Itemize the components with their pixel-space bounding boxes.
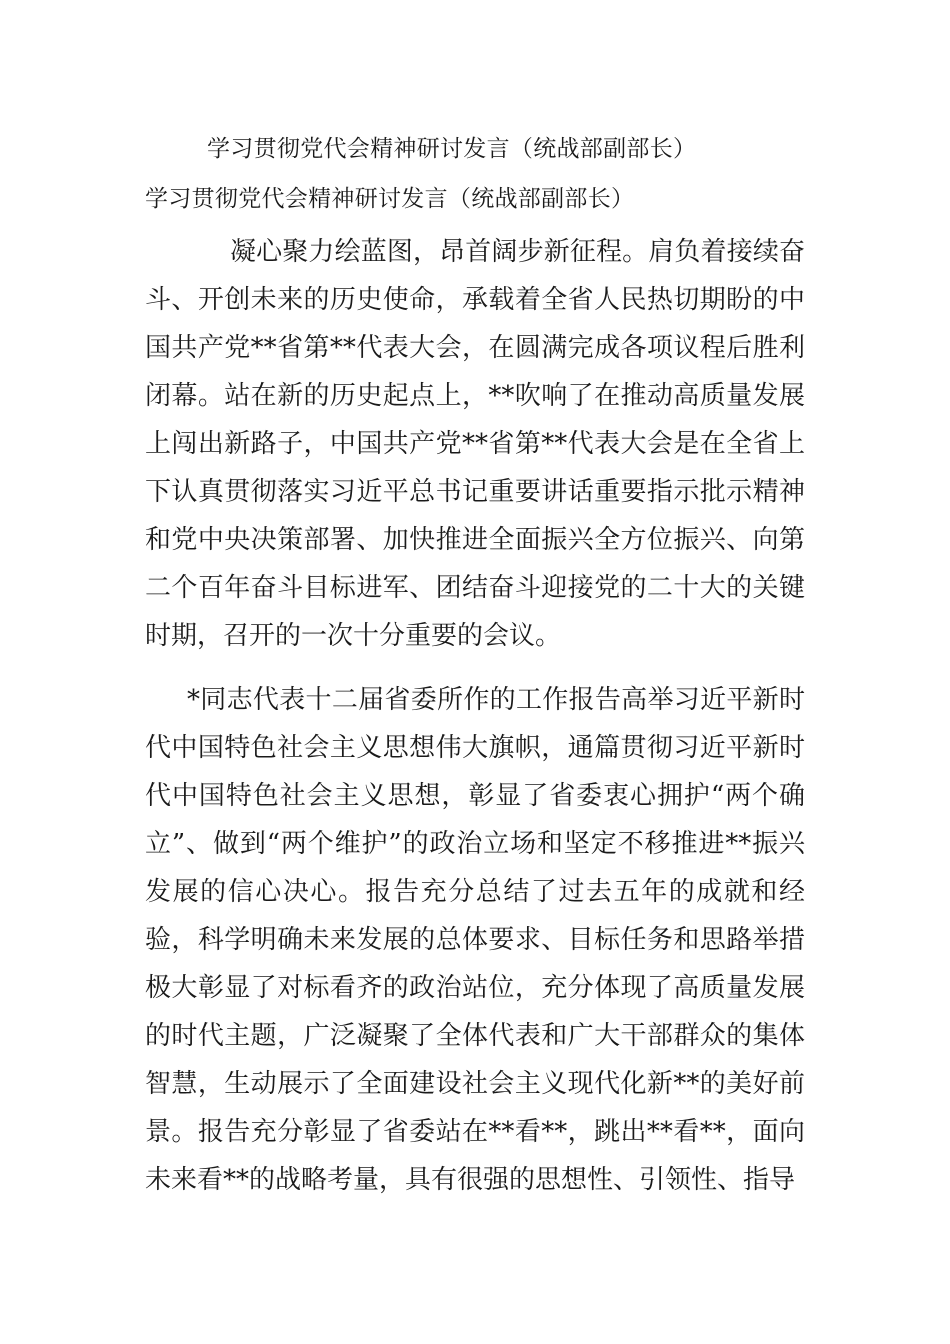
body-paragraph-1: 凝心聚力绘蓝图，昂首阔步新征程。肩负着接续奋斗、开创未来的历史使命，承载着全省人民热切期盼的中国共产党**省第**代表大会，在圆满完成各项议程后胜利闭幕。站在新的历史起点上，**吹响了在推动高质量发展上闯出新路子，中国共产党**省第**代表大会是在全省上下认真贯彻落实习近平总书记重要讲话重要指示批示精神和党中央决策部署、加快推进全面振兴全方位振兴、向第二个百年奋斗目标进军、团结奋斗迎接党的二十大的关键时期，召开的一次十分重要的会议。 — [145, 237, 805, 651]
document-subtitle: 学习贯彻党代会精神研讨发言（统战部副部长） — [145, 186, 635, 212]
document-title: 学习贯彻党代会精神研讨发言（统战部副部长） — [207, 136, 697, 162]
body-paragraph-2: *同志代表十二届省委所作的工作报告高举习近平新时代中国特色社会主义思想伟大旗帜，通篇贯彻习近平新时代中国特色社会主义思想，彰显了省委衷心拥护“两个确立”、做到“两个维护”的政治立场和坚定不移推进**振兴发展的信心决心。报告充分总结了过去五年的成就和经验，科学明确未来发展的总体要求、目标任务和思路举措极大彰显了对标看齐的政治站位，充分体现了高质量发展的时代主题，广泛凝聚了全体代表和广大干部群众的集体智慧，生动展示了全面建设社会主义现代化新**的美好前景。报告充分彰显了省委站在**看**，跳出**看**，面向未来看**的战略考量，具有很强的思想性、引领性、指导 — [145, 685, 805, 1195]
